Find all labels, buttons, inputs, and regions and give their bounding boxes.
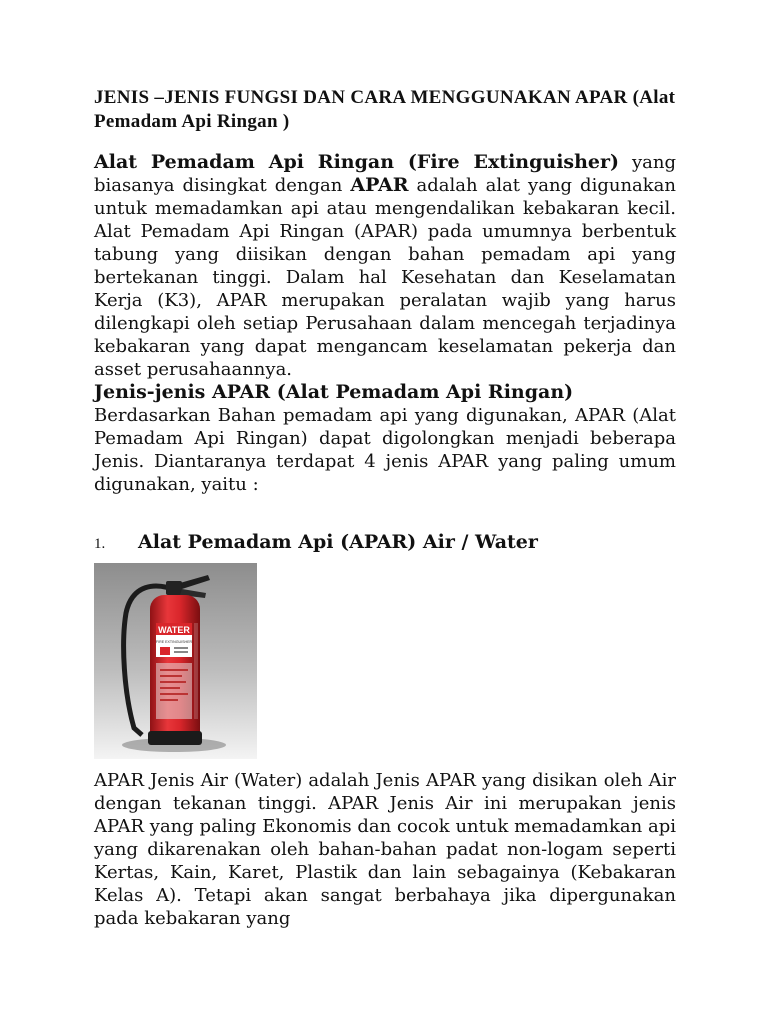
- water-extinguisher-image: [94, 563, 257, 759]
- instruction-line-icon: [160, 675, 182, 677]
- instruction-line-icon: [160, 687, 180, 689]
- instruction-line-icon: [160, 693, 188, 695]
- intro-paragraph: [94, 151, 676, 381]
- cylinder-base-icon: [148, 731, 202, 745]
- list-item-title: Alat Pemadam Api (APAR) Air / Water: [138, 531, 538, 553]
- instruction-line-icon: [160, 699, 178, 701]
- list-item-1: [94, 531, 676, 553]
- valve-head-icon: [166, 581, 182, 595]
- instructions-panel: [156, 663, 192, 719]
- list-number: 1.: [94, 536, 106, 552]
- label-sub-text: FIRE EXTINGUISHER: [155, 640, 193, 644]
- pictogram-icon: [160, 647, 170, 655]
- intro-abbr: APAR: [350, 174, 409, 196]
- instruction-line-icon: [160, 681, 186, 683]
- section-heading: Jenis-jenis APAR (Alat Pemadam Api Ringan): [94, 381, 574, 403]
- intro-text-2: adalah alat yang digunakan untuk memadamkan api atau mengendalikan kebakaran kecil. Alat Pemadam Api Ringan (APAR) pada umumnya berbentuk tabung yang diisikan dengan bahan pemadam api yang bertekanan tinggi. Dalam hal Kesehatan dan Keselamatan Kerja (K3), APAR merupakan peralatan wajib yang harus dilengkapi oleh setiap Perusahaan dalam mencegah terjadinya kebakaran yang dapat mengancam keselamatan pekerja dan asset perusahaannya.: [94, 175, 677, 380]
- label-water-text: WATER: [158, 625, 190, 635]
- document-content: [94, 86, 676, 930]
- item1-body: APAR Jenis Air (Water) adalah Jenis APAR yang disikan oleh Air dengan tekanan tinggi. APAR Jenis Air ini merupakan jenis APAR yang paling Ekonomis dan cocok untuk memadamkan api yang dikarenakan oleh bahan-bahan padat non-logam seperti Kertas, Kain, Karet, Plastik dan lain sebagainya (Kebakaran Kelas A). Tetapi akan sangat berbahaya jika dipergunakan pada kebakaran yang: [94, 770, 676, 929]
- intro-term: Alat Pemadam Api Ringan (Fire Extinguisher): [94, 151, 620, 173]
- page-title: JENIS –JENIS FUNGSI DAN CARA MENGGUNAKAN APAR (Alat Pemadam Api Ringan ): [94, 87, 676, 132]
- section-body: Berdasarkan Bahan pemadam api yang digunakan, APAR (Alat Pemadam Api Ringan) dapat digolongkan menjadi beberapa Jenis. Diantaranya terdapat 4 jenis APAR yang paling umum digunakan, yaitu :: [94, 405, 676, 495]
- label-line-icon: [174, 651, 188, 653]
- instruction-line-icon: [160, 669, 188, 671]
- intro-text-1: yang biasanya disingkat dengan: [94, 152, 676, 196]
- blank-line: [94, 496, 676, 519]
- cylinder-highlight: [194, 623, 198, 719]
- label-line-icon: [174, 647, 188, 649]
